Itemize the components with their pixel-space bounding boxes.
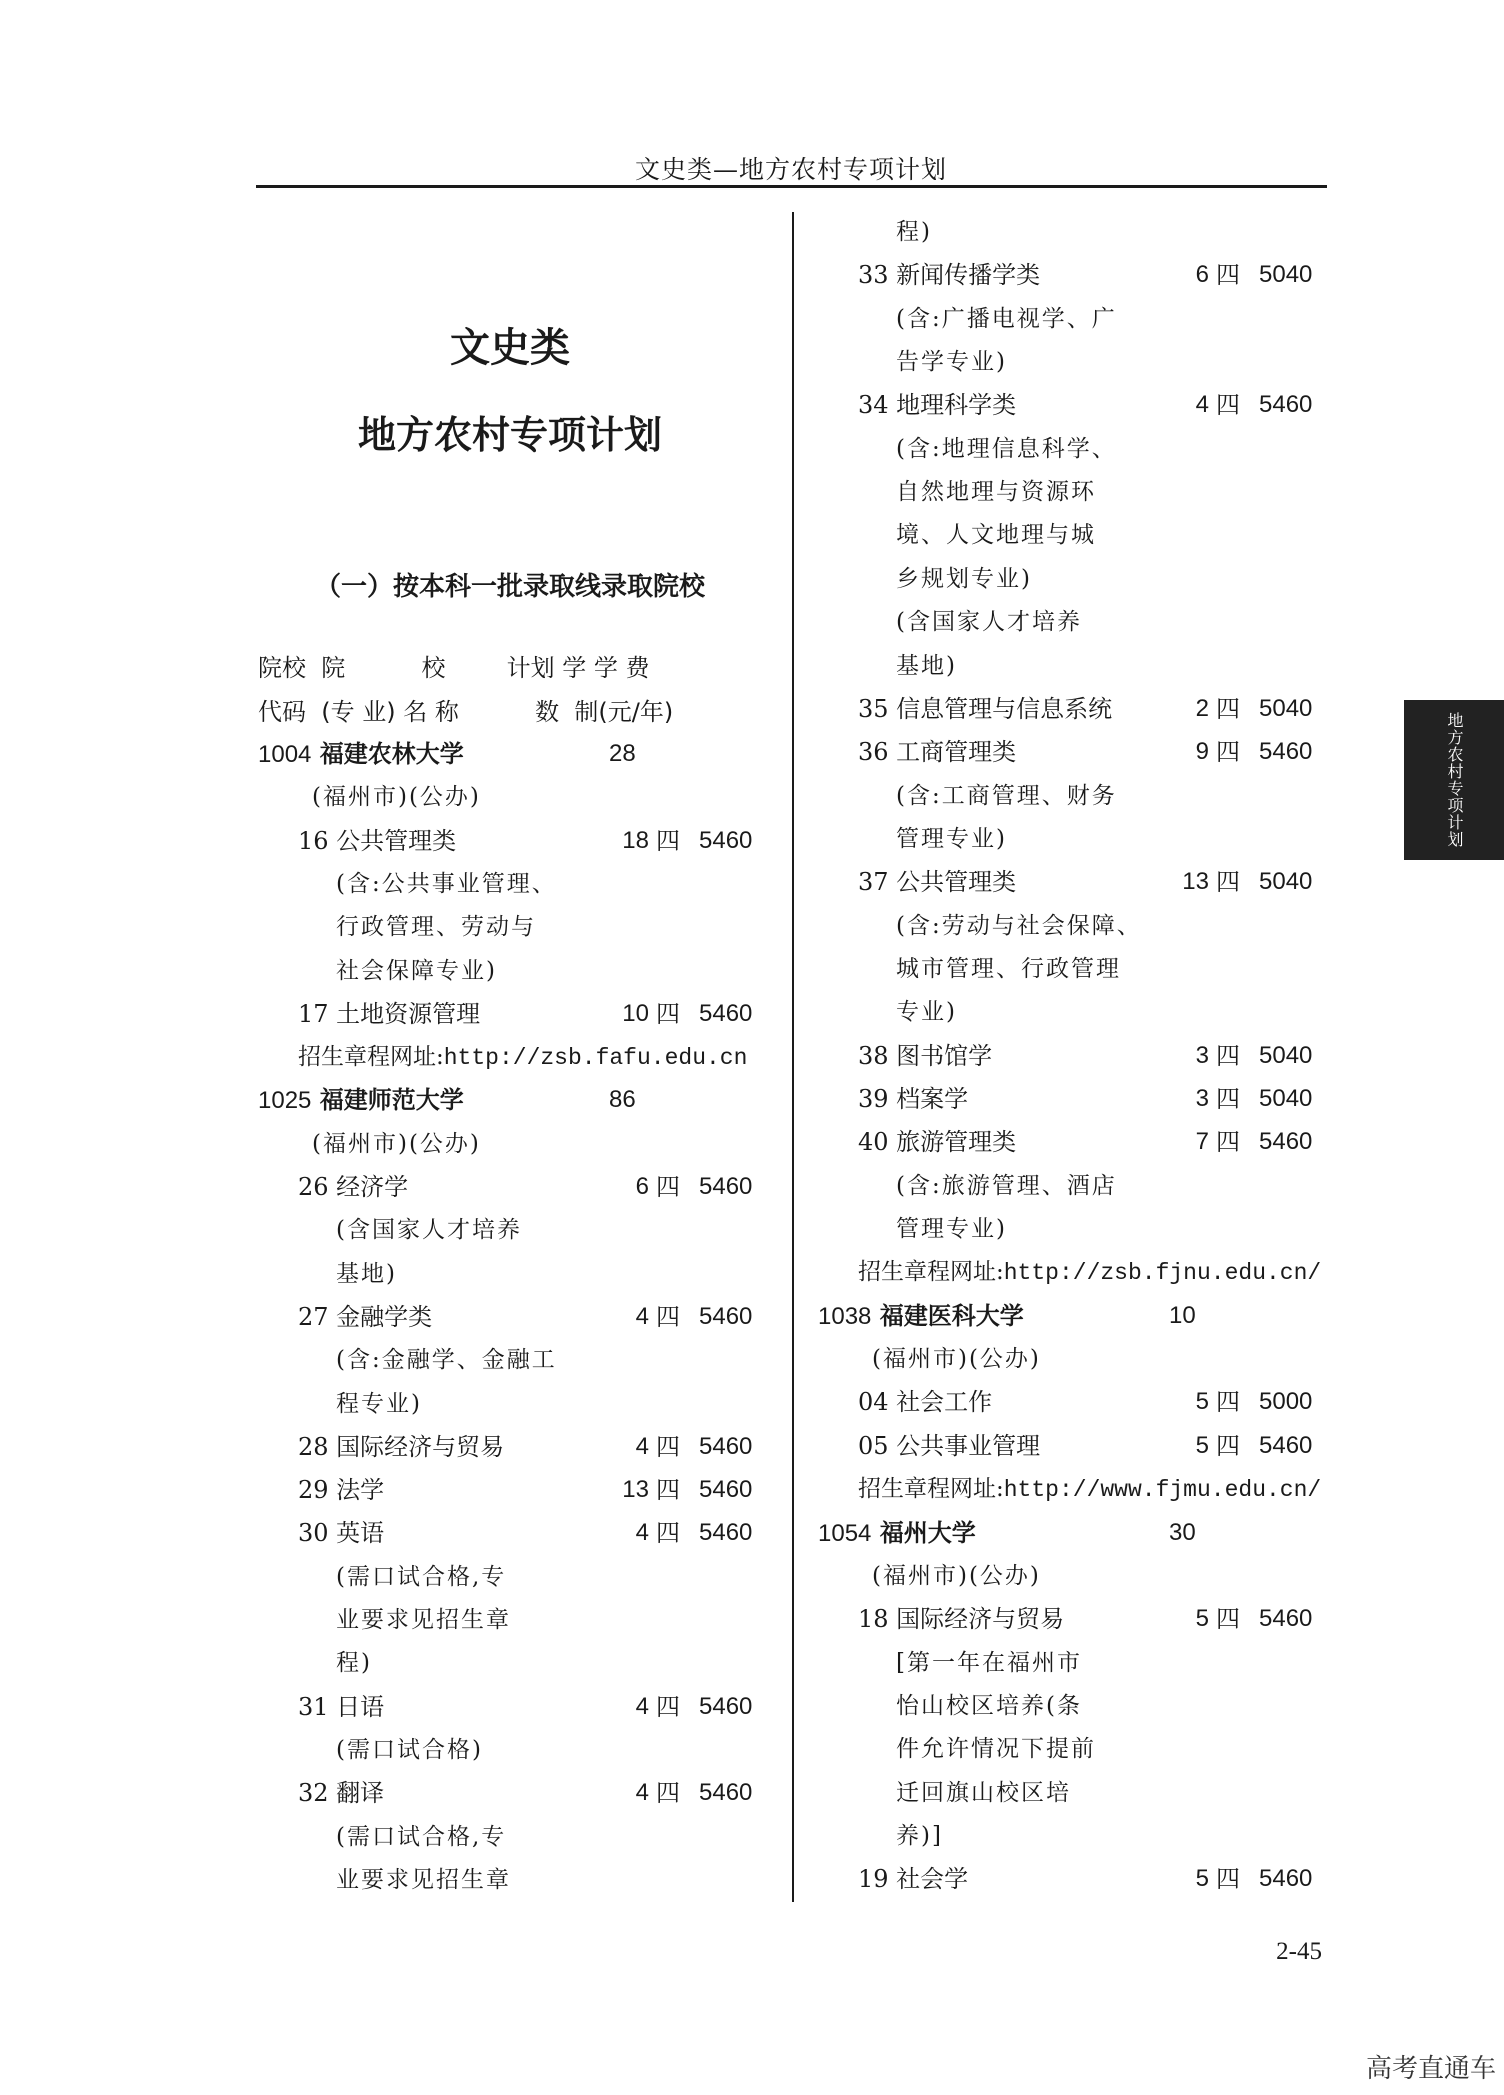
charter-url-label: 招生章程网址: [858,1476,1004,1503]
plan-count: 13 [1182,868,1209,896]
note-text: (含:劳动与社会保障、 [896,912,1142,939]
side-tab-label: 地方农村专项计划 [1445,712,1464,848]
note-text: (含国家人才培养 [336,1217,522,1244]
major-name: 19 社会学 [858,1865,969,1894]
major-name: 35 信息管理与信息系统 [858,694,1113,723]
tuition-fee: 5460 [699,1173,753,1200]
study-length: 四 [656,826,680,855]
plan-count: 5 [1195,1605,1209,1633]
table-header-line-2: 代码 (专 业) 名 称 数 制(元/年) [258,698,674,726]
note-text: (福州市)(公办) [872,1346,1041,1373]
study-length: 四 [1216,1128,1240,1157]
note-text: 件允许情况下提前 [896,1736,1096,1763]
tuition-fee: 5040 [1259,1041,1313,1069]
school-title: 福建师范大学 [319,1086,464,1115]
school-title: 福建农林大学 [319,740,464,768]
watermark: 高考直通车 [1365,2054,1496,2084]
plan-count: 18 [622,826,649,854]
page-subtitle: 地方农村专项计划 [357,413,662,457]
note-text: 程) [336,1650,372,1677]
school-name [818,1516,976,1551]
study-length: 四 [1216,868,1240,897]
study-length: 四 [1216,1085,1240,1113]
table-header-line-1: 院校 院 校 计划 学 学 费 [258,654,650,682]
note-text: (需口试合格) [336,1736,483,1763]
study-length: 四 [1216,738,1240,767]
major-name: 30 英语 [298,1519,385,1548]
note-text: 境、人文地理与城 [896,522,1096,549]
plan-count: 5 [1195,1388,1209,1416]
study-length: 四 [656,1432,680,1461]
note-text: (含国家人才培养 [896,609,1082,636]
column-divider [792,212,794,1902]
section-heading: （一）按本科一批录取线录取院校 [314,572,705,602]
note-text: 程) [896,219,932,245]
plan-count: 4 [635,1692,649,1720]
tuition-fee: 5460 [1259,391,1313,419]
tuition-fee: 5460 [1259,1128,1313,1156]
side-tab [1404,700,1504,860]
study-length: 四 [656,1302,680,1331]
charter-url [298,1040,747,1075]
tuition-fee: 5460 [699,1476,753,1504]
tuition-fee: 5460 [699,1692,753,1720]
plan-count: 10 [622,999,649,1027]
school-code: 1025 [258,1087,312,1115]
plan-count: 30 [1169,1518,1196,1546]
plan-count: 28 [609,740,636,767]
tuition-fee: 5460 [1259,1865,1313,1893]
major-name: 36 工商管理类 [858,738,1017,767]
major-name: 39 档案学 [858,1085,969,1113]
note-text: (含:工商管理、财务 [896,782,1117,809]
study-length: 四 [1216,261,1240,290]
major-name: 26 经济学 [298,1173,409,1201]
note-text: 业要求见招生章 [336,1607,511,1633]
plan-count: 86 [609,1086,636,1114]
note-text: 行政管理、劳动与 [336,914,536,941]
study-length: 四 [1216,391,1240,420]
plan-count: 4 [635,1519,649,1547]
major-name: 05 公共事业管理 [858,1431,1041,1460]
plan-count: 3 [1195,1085,1209,1112]
note-text: (需口试合格,专 [336,1823,507,1850]
school-code: 1038 [818,1302,872,1330]
note-text: 迁回旗山校区培 [896,1779,1071,1806]
major-name: 04 社会工作 [858,1388,993,1417]
major-name: 16 公共管理类 [298,826,457,855]
note-text: 自然地理与资源环 [896,479,1096,506]
major-name: 32 翻译 [298,1779,385,1808]
major-name: 17 土地资源管理 [298,999,481,1028]
major-name: 31 日语 [298,1692,385,1721]
note-text: (含:广播电视学、广 [896,305,1117,332]
note-text: 乡规划专业) [896,565,1032,592]
major-name: 27 金融学类 [298,1302,433,1331]
study-length: 四 [1216,1388,1240,1417]
tuition-fee: 5460 [699,1519,753,1547]
plan-count: 4 [635,1302,649,1330]
plan-count: 9 [1195,738,1209,766]
study-length: 四 [656,1779,680,1808]
note-text: (含:地理信息科学、 [896,435,1117,462]
charter-url-link[interactable]: http://zsb.fjnu.edu.cn/ [1003,1260,1322,1287]
major-name: 38 图书馆学 [858,1041,993,1070]
note-text: 城市管理、行政管理 [896,955,1121,982]
major-name: 37 公共管理类 [858,868,1017,897]
plan-count: 4 [1195,391,1209,419]
study-length: 四 [1216,694,1240,723]
study-length: 四 [656,1476,680,1505]
charter-url-link[interactable]: http://zsb.fafu.edu.cn [443,1045,748,1072]
tuition-fee: 5040 [1259,694,1313,722]
plan-count: 3 [1195,1041,1209,1069]
charter-url-label: 招生章程网址: [858,1259,1004,1286]
plan-count: 6 [1195,261,1209,289]
note-text: (福州市)(公办) [312,784,481,811]
major-name: 34 地理科学类 [858,391,1017,420]
plan-count: 5 [1195,1431,1209,1459]
note-text: 养)] [896,1822,943,1849]
plan-count: 6 [635,1173,649,1200]
charter-url [858,1255,1321,1290]
major-name: 29 法学 [298,1476,385,1505]
page-number: 2-45 [1276,1938,1322,1965]
note-text: 告学专业) [896,349,1007,376]
school-name [818,1299,1024,1334]
study-length: 四 [656,999,680,1028]
school-name [258,737,464,772]
school-name [258,1083,464,1118]
tuition-fee: 5040 [1259,868,1313,896]
note-text: (需口试合格,专 [336,1563,507,1590]
charter-url-label: 招生章程网址: [298,1044,444,1071]
note-text: [第一年在福州市 [896,1649,1082,1676]
charter-url-link[interactable]: http://www.fjmu.edu.cn/ [1003,1477,1322,1504]
study-length: 四 [656,1692,680,1721]
study-length: 四 [1216,1431,1240,1460]
tuition-fee: 5460 [699,1432,753,1460]
plan-count: 5 [1195,1865,1209,1893]
plan-count: 2 [1195,694,1209,722]
note-text: (含:旅游管理、酒店 [896,1172,1117,1199]
plan-count: 13 [622,1476,649,1504]
note-text: 怡山校区培养(条 [896,1692,1082,1719]
study-length: 四 [1216,1865,1240,1894]
tuition-fee: 5040 [1259,261,1313,289]
plan-count: 7 [1195,1128,1209,1156]
tuition-fee: 5000 [1259,1388,1313,1416]
note-text: 程专业) [336,1390,422,1417]
charter-url [858,1472,1321,1507]
note-text: 社会保障专业) [336,957,497,984]
note-text: 基地) [336,1260,397,1287]
header-rule [256,185,1327,188]
study-length: 四 [1216,1605,1240,1634]
school-title: 福州大学 [879,1518,976,1547]
tuition-fee: 5460 [1259,1605,1313,1633]
major-name: 28 国际经济与贸易 [298,1432,505,1461]
note-text: (福州市)(公办) [312,1130,481,1157]
study-length: 四 [1216,1041,1240,1070]
school-code: 1054 [818,1519,872,1547]
plan-count: 4 [635,1432,649,1460]
tuition-fee: 5460 [699,826,753,854]
note-text: 基地) [896,652,957,679]
tuition-fee: 5460 [699,1779,753,1807]
tuition-fee: 5460 [1259,738,1313,766]
school-title: 福建医科大学 [879,1301,1024,1330]
study-length: 四 [656,1173,680,1201]
school-code: 1004 [258,741,312,768]
note-text: 管理专业) [896,825,1007,852]
plan-count: 10 [1169,1301,1196,1329]
note-text: 业要求见招生章 [336,1866,511,1893]
study-length: 四 [656,1519,680,1548]
note-text: 专业) [896,999,957,1026]
tuition-fee: 5460 [1259,1431,1313,1459]
tuition-fee: 5460 [699,1302,753,1330]
major-name: 40 旅游管理类 [858,1128,1017,1157]
plan-count: 4 [635,1779,649,1807]
note-text: (含:金融学、金融工 [336,1347,557,1374]
running-header: 文史类—地方农村专项计划 [634,155,947,184]
tuition-fee: 5040 [1259,1085,1313,1112]
page-title: 文史类 [450,325,570,371]
major-name: 33 新闻传播学类 [858,261,1041,290]
note-text: (福州市)(公办) [872,1562,1041,1589]
note-text: 管理专业) [896,1216,1007,1243]
major-name: 18 国际经济与贸易 [858,1605,1065,1634]
note-text: (含:公共事业管理、 [336,870,557,897]
tuition-fee: 5460 [699,999,753,1027]
